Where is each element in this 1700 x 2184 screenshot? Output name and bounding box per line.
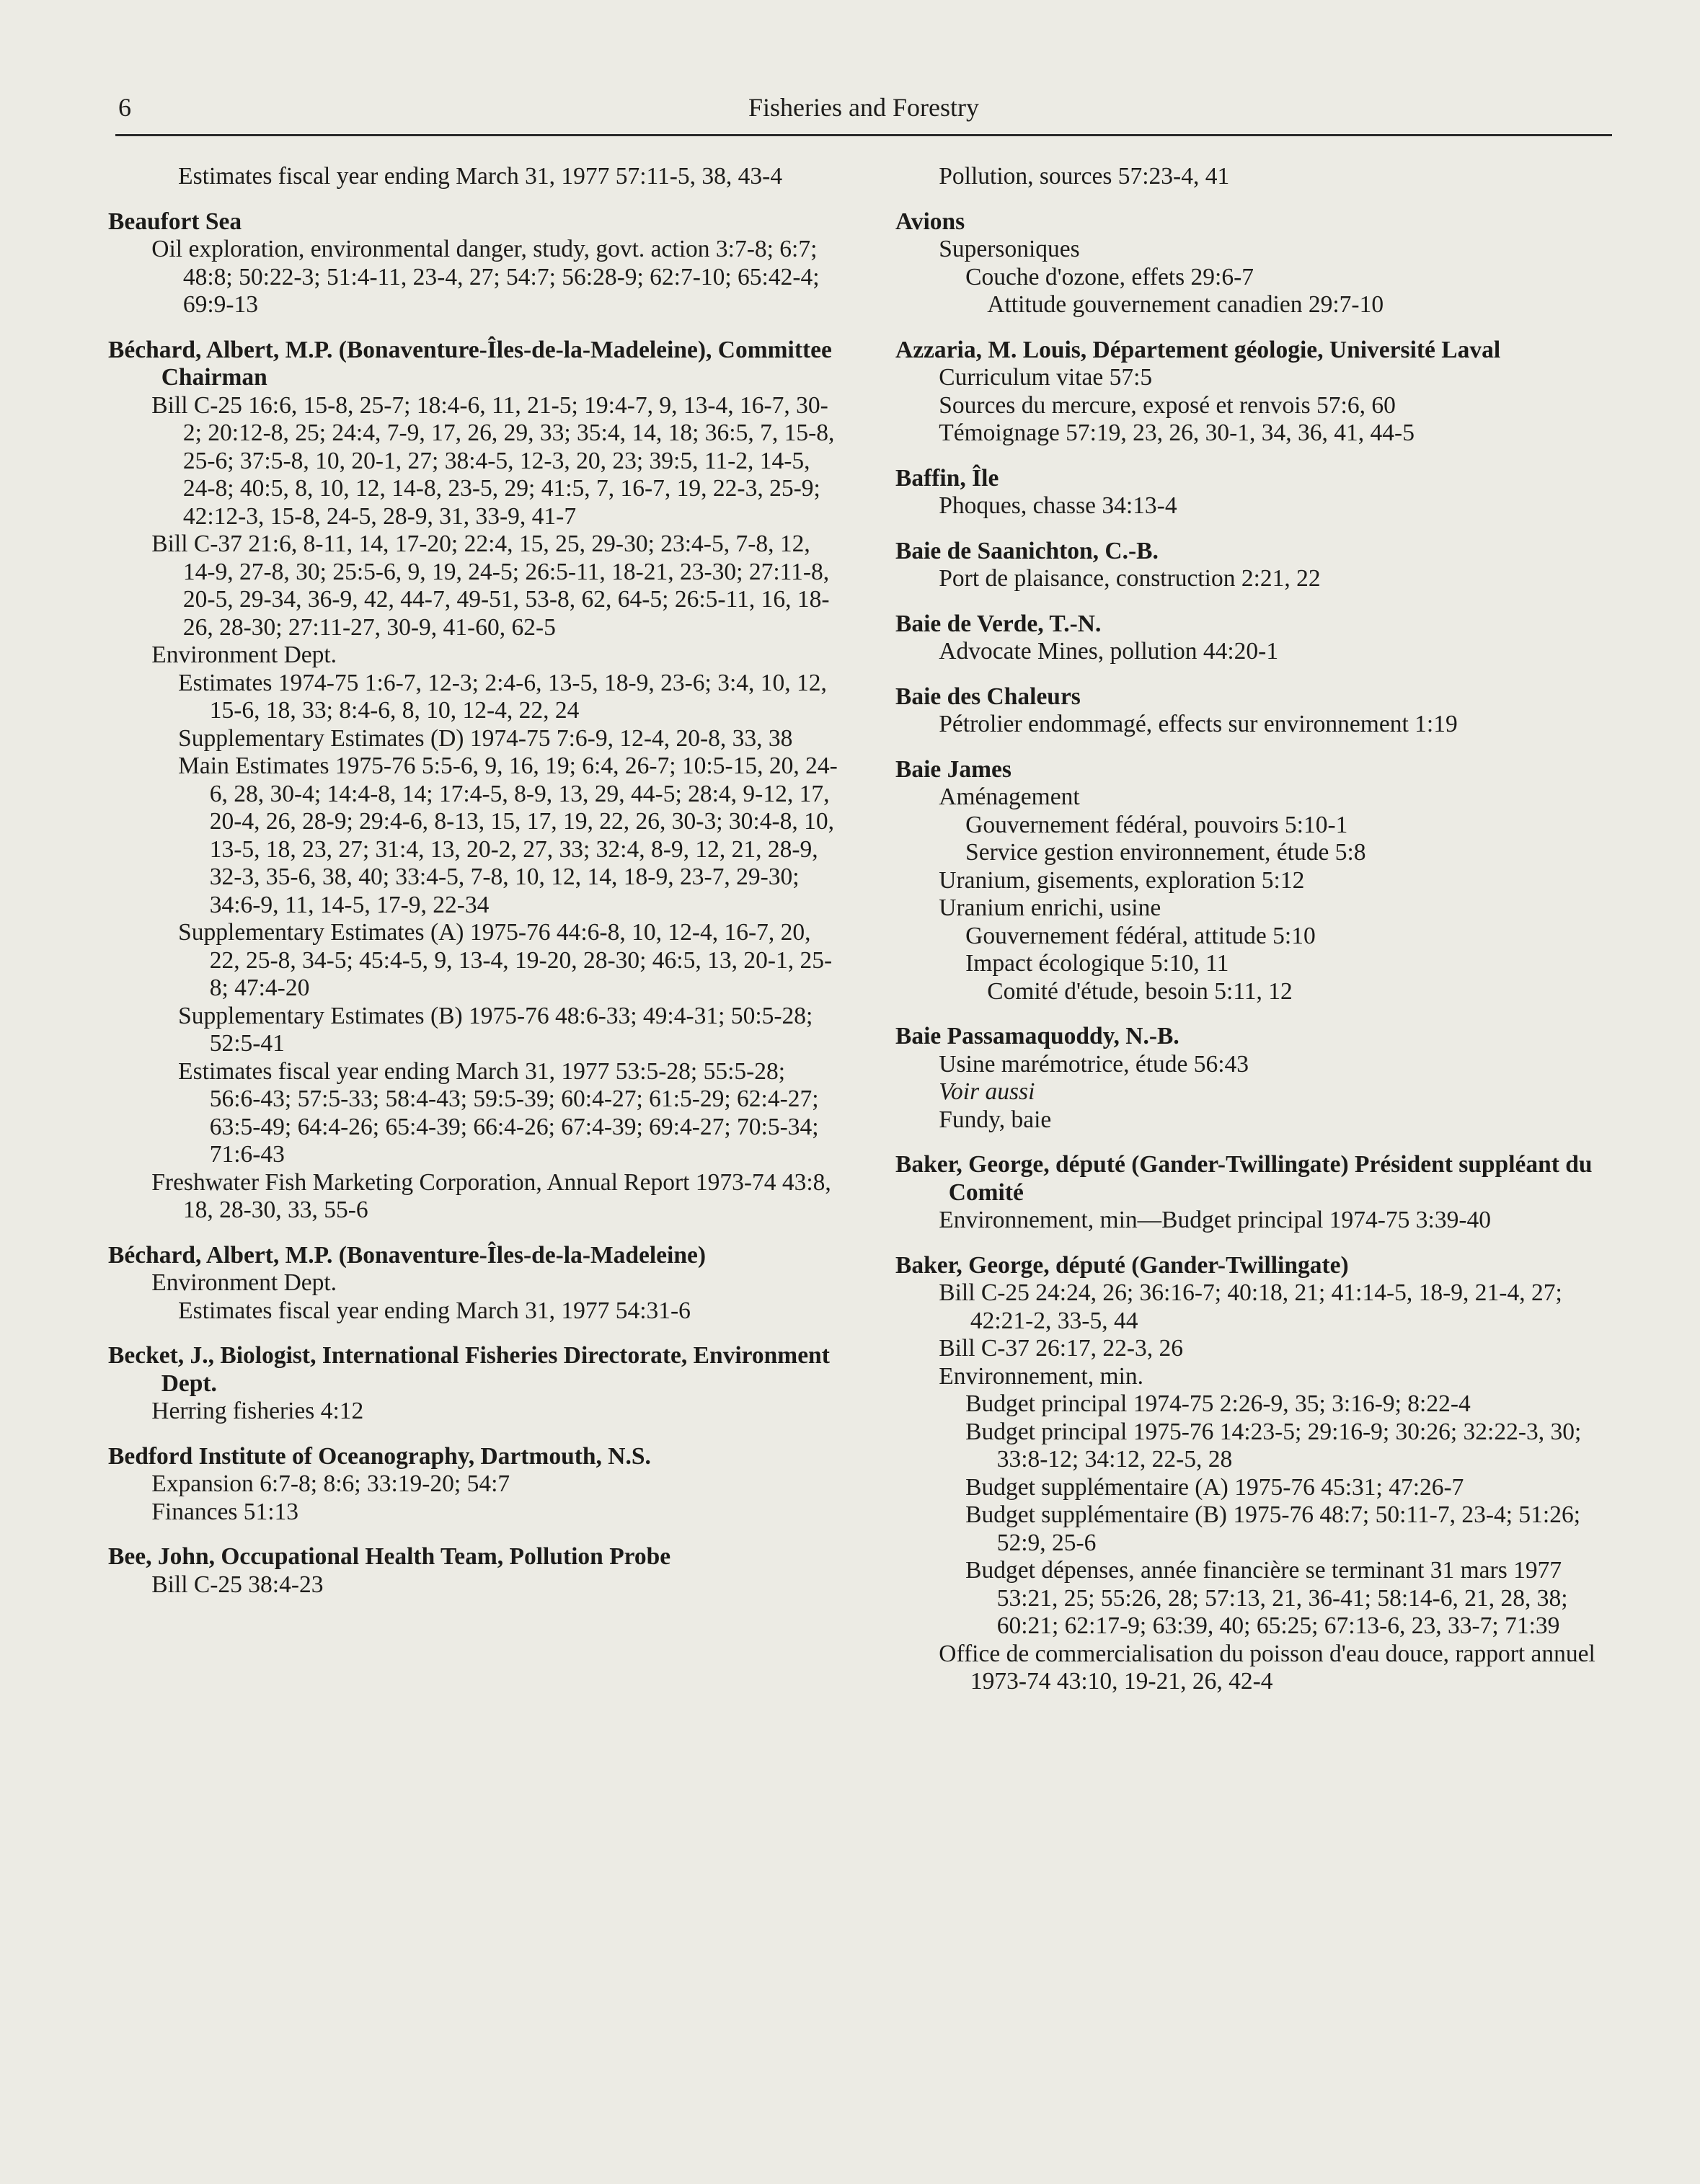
index-entry <box>108 163 839 191</box>
page-heading: Fisheries and Forestry <box>748 93 979 122</box>
index-subentry: Estimates fiscal year ending March 31, 1977 57:11-5, 38, 43-4 <box>178 163 783 190</box>
index-subentry: Bill C-37 21:6, 8-11, 14, 17-20; 22:4, 15, 25, 29-30; 23:4-5, 7-8, 12, 14-9, 27-8, 30; 25:5-6, 9, 19, 24-5; 26:5-11, 18-21, 23-30; 27:11-8, 20-5, 29-34, 36-9, 42, 44-7, 49-51, 53-8, 62, 64-5; 26:5-11, 16, 18-26, 28-30; 27:11-27, 30-9, 41-60, 62-5 <box>151 531 830 641</box>
index-entry-heading: Baker, George, député (Gander-Twillingate) Président suppléant du Comité <box>895 1151 1593 1206</box>
index-subentry: Supersoniques <box>939 236 1080 262</box>
index-subentry: Impact écologique 5:10, 11 <box>965 950 1229 977</box>
index-subentry: Advocate Mines, pollution 44:20-1 <box>939 638 1279 665</box>
index-subentry: Comité d'étude, besoin 5:11, 12 <box>987 977 1293 1005</box>
index-subentry: Témoignage 57:19, 23, 26, 30-1, 34, 36, 41, 44-5 <box>939 420 1415 446</box>
index-subentry: Supplementary Estimates (B) 1975-76 48:6-33; 49:4-31; 50:5-28; 52:5-41 <box>178 1002 813 1057</box>
index-subentry: Bill C-25 16:6, 15-8, 25-7; 18:4-6, 11, 21-5; 19:4-7, 9, 13-4, 16-7, 30-2; 20:12-8, 25; 24:4, 7-9, 17, 26, 29, 33; 35:4, 14, 18; 36:5, 7, 15-8, 25-6; 37:5-8, 10, 20-1, 27; 38:4-5, 12-3, 20, 23; 39:5, 11-2, 14-5, 24-8; 40:5, 8, 10, 12, 14-8, 23-5, 29; 41:5, 7, 16-7, 19, 22-3, 25-9; 42:12-3, 15-8, 24-5, 28-9, 31, 33-9, 41-7 <box>151 391 835 530</box>
index-subentry: Sources du mercure, exposé et renvois 57:6, 60 <box>939 391 1396 419</box>
index-subentry: Supplementary Estimates (D) 1974-75 7:6-9, 12-4, 20-8, 33, 38 <box>178 724 793 752</box>
index-entry <box>108 1543 839 1599</box>
index-subentry: Estimates fiscal year ending March 31, 1977 53:5-28; 55:5-28; 56:6-43; 57:5-33; 58:4-43; 59:5-39; 60:4-27; 61:5-29; 62:4-27; 63:5-49; 64:4-26; 65:4-39; 66:4-26; 67:4-39; 69:4-27; 70:5-34; 71:6-43 <box>178 1057 819 1168</box>
index-entry <box>108 208 839 319</box>
index-entry-heading: Baie Passamaquoddy, N.-B. <box>895 1023 1179 1049</box>
index-entry <box>895 465 1613 520</box>
index-column-right <box>895 163 1613 1713</box>
index-subentry: Estimates fiscal year ending March 31, 1977 54:31-6 <box>178 1297 691 1324</box>
index-subentry: Usine marémotrice, étude 56:43 <box>939 1050 1249 1078</box>
index-entry-heading: Béchard, Albert, M.P. (Bonaventure-Îles-de-la-Madeleine), Committee Chairman <box>108 336 832 391</box>
index-subentry: Bill C-37 26:17, 22-3, 26 <box>939 1335 1184 1362</box>
index-subentry: Bill C-25 24:24, 26; 36:16-7; 40:18, 21; 41:14-5, 18-9, 21-4, 27; 42:21-2, 33-5, 44 <box>939 1279 1562 1334</box>
index-entry-heading: Becket, J., Biologist, International Fisheries Directorate, Environment Dept. <box>108 1342 830 1397</box>
index-entry-heading: Bee, John, Occupational Health Team, Pollution Probe <box>108 1543 671 1570</box>
index-subentry: Office de commercialisation du poisson d'eau douce, rapport annuel 1973-74 43:10, 19-21, 26, 42-4 <box>939 1640 1595 1695</box>
index-subentry: Service gestion environnement, étude 5:8 <box>965 839 1366 866</box>
index-subentry: Gouvernement fédéral, attitude 5:10 <box>965 922 1316 949</box>
index-subentry: Gouvernement fédéral, pouvoirs 5:10-1 <box>965 811 1348 838</box>
index-entry <box>895 1252 1613 1696</box>
index-subentry: Environment Dept. <box>151 642 337 668</box>
index-entry <box>895 1023 1613 1134</box>
index-subentry: Curriculum vitae 57:5 <box>939 364 1153 391</box>
index-subentry: Budget supplémentaire (A) 1975-76 45:31; 47:26-7 <box>965 1473 1464 1501</box>
index-entry <box>895 163 1613 191</box>
index-subentry: Pétrolier endommagé, effects sur environnement 1:19 <box>939 711 1458 737</box>
index-subentry: Uranium enrichi, usine <box>939 895 1161 921</box>
index-entry-heading: Baie de Verde, T.-N. <box>895 610 1102 637</box>
index-subentry: Budget dépenses, année financière se terminant 31 mars 1977 53:21, 25; 55:26, 28; 57:13, 21, 36-41; 58:14-6, 21, 28, 38; 60:21; 62:17-9; 63:39, 40; 65:25; 67:13-6, 23, 33-7; 71:39 <box>965 1557 1568 1639</box>
index-subentry: Couche d'ozone, effets 29:6-7 <box>965 263 1254 290</box>
index-subentry: Voir aussi <box>939 1078 1035 1105</box>
index-subentry: Budget principal 1975-76 14:23-5; 29:16-9; 30:26; 32:22-3, 30; 33:8-12; 34:12, 22-5, 28 <box>965 1418 1582 1473</box>
index-entry-heading: Béchard, Albert, M.P. (Bonaventure-Îles-de-la-Madeleine) <box>108 1241 707 1269</box>
index-entry-heading: Beaufort Sea <box>108 208 242 235</box>
index-subentry: Fundy, baie <box>939 1106 1052 1133</box>
index-subentry: Freshwater Fish Marketing Corporation, Annual Report 1973-74 43:8, 18, 28-30, 33, 55-6 <box>151 1168 831 1223</box>
index-entry <box>895 337 1613 448</box>
index-subentry: Oil exploration, environmental danger, study, govt. action 3:7-8; 6:7; 48:8; 50:22-3; 51:4-11, 23-4, 27; 54:7; 56:28-9; 62:7-10; 65:42-4; 69:9-13 <box>151 236 820 318</box>
index-entry <box>108 1443 839 1527</box>
index-subentry: Budget principal 1974-75 2:26-9, 35; 3:16-9; 8:22-4 <box>965 1390 1471 1417</box>
index-entry <box>895 538 1613 593</box>
index-entry <box>895 756 1613 1006</box>
index-entry <box>108 1242 839 1326</box>
index-subentry: Aménagement <box>939 784 1080 810</box>
index-subentry: Finances 51:13 <box>151 1498 299 1525</box>
index-subentry: Expansion 6:7-8; 8:6; 33:19-20; 54:7 <box>151 1470 510 1497</box>
index-subentry: Pollution, sources 57:23-4, 41 <box>939 163 1230 190</box>
index-entry-heading: Baker, George, député (Gander-Twillingate) <box>895 1251 1349 1279</box>
index-subentry: Environnement, min—Budget principal 1974-75 3:39-40 <box>939 1207 1492 1233</box>
index-subentry: Environnement, min. <box>939 1362 1144 1390</box>
index-entry-heading: Avions <box>895 208 965 235</box>
index-entry-heading: Azzaria, M. Louis, Département géologie, Université Laval <box>895 336 1501 363</box>
index-subentry: Herring fisheries 4:12 <box>151 1398 364 1424</box>
index-subentry: Environment Dept. <box>151 1269 337 1296</box>
index-subentry: Main Estimates 1975-76 5:5-6, 9, 16, 19; 6:4, 26-7; 10:5-15, 20, 24-6, 28, 30-4; 14:4-8, 14; 17:4-5, 8-9, 13, 29, 44-5; 28:4, 9-12, 17, 20-4, 26, 28-9; 29:4-6, 8-13, 15, 17, 19, 22, 26, 30-3; 30:4-8, 10, 13-5, 18, 23, 27; 31:4, 13, 20-2, 27, 33; 32:4, 8-9, 12, 21, 28-9, 32-3, 35-6, 38, 40; 33:4-5, 7-8, 10, 12, 14, 18-9, 23-7, 29-30; 34:6-9, 11, 14-5, 17-9, 22-34 <box>178 753 838 918</box>
index-entry-heading: Bedford Institute of Oceanography, Dartmouth, N.S. <box>108 1442 651 1470</box>
index-entry <box>895 208 1613 319</box>
index-subentry: Phoques, chasse 34:13-4 <box>939 492 1177 519</box>
index-subentry: Bill C-25 38:4-23 <box>151 1571 324 1598</box>
index-entry <box>108 337 839 1225</box>
index-subentry: Estimates 1974-75 1:6-7, 12-3; 2:4-6, 13-5, 18-9, 23-6; 3:4, 10, 12, 15-6, 18, 33; 8:4-6, 8, 10, 12-4, 22, 24 <box>178 669 827 724</box>
index-subentry: Uranium, gisements, exploration 5:12 <box>939 866 1305 894</box>
index-entry-heading: Baie de Saanichton, C.-B. <box>895 537 1159 564</box>
index-subentry: Attitude gouvernement canadien 29:7-10 <box>987 291 1384 318</box>
index-subentry: Supplementary Estimates (A) 1975-76 44:6-8, 10, 12-4, 16-7, 20, 22, 25-8, 34-5; 45:4-5, 9, 13-4, 19-20, 28-30; 46:5, 13, 20-1, 25-8; 47:4-20 <box>178 919 833 1001</box>
index-entry <box>108 1342 839 1426</box>
index-entry <box>895 611 1613 666</box>
index-subentry: Budget supplémentaire (B) 1975-76 48:7; 50:11-7, 23-4; 51:26; 52:9, 25-6 <box>965 1501 1581 1556</box>
index-column-left <box>108 163 839 1616</box>
page-header <box>115 88 1612 136</box>
index-entry-heading: Baie James <box>895 755 1011 783</box>
page-number: 6 <box>118 93 131 122</box>
index-entry-heading: Baffin, Île <box>895 464 999 492</box>
index-entry-heading: Baie des Chaleurs <box>895 683 1081 710</box>
index-subentry: Port de plaisance, construction 2:21, 22 <box>939 565 1321 592</box>
index-entry <box>895 1151 1613 1235</box>
index-entry <box>895 683 1613 739</box>
